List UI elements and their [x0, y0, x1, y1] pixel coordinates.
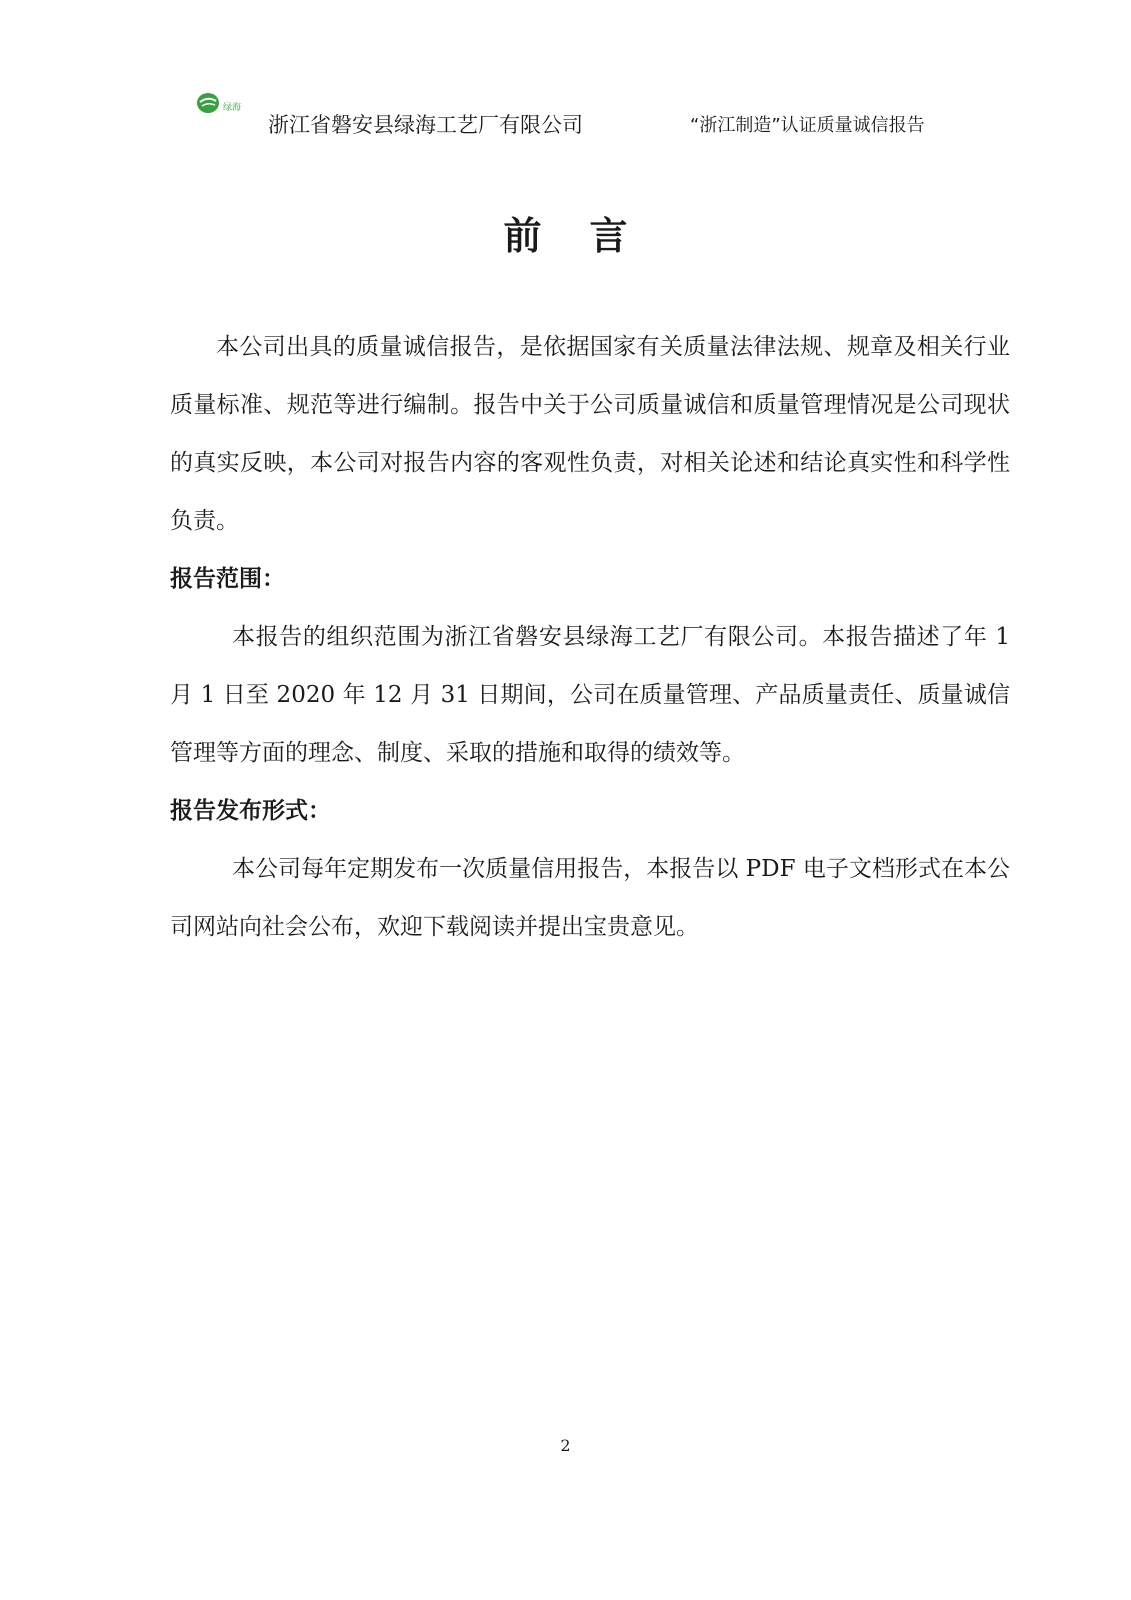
report-type: “浙江制造”认证质量诚信报告	[690, 115, 925, 136]
page-number: 2	[560, 1436, 571, 1455]
svg-text:绿海: 绿海	[223, 103, 242, 113]
company-logo	[196, 90, 256, 116]
scope-paragraph: 本报告的组织范围为浙江省磐安县绿海工艺厂有限公司。本报告描述了年 1 月 1 日至 2020 年 12 月 31 日期间，公司在质量管理、产品质量责任、质量诚信管理等方面的理念、制度、采取的措施和取得的绩效等。	[170, 624, 1010, 766]
page-header	[0, 0, 1131, 150]
format-paragraph: 本公司每年定期发布一次质量信用报告，本报告以 PDF 电子文档形式在本公司网站向社会公布，欢迎下载阅读并提出宝贵意见。	[170, 856, 1010, 940]
page-title: 前言	[503, 213, 676, 258]
format-heading: 报告发布形式：	[170, 798, 331, 824]
document-body	[170, 318, 1010, 956]
intro-paragraph: 本公司出具的质量诚信报告，是依据国家有关质量法律法规、规章及相关行业质量标准、规范等进行编制。报告中关于公司质量诚信和质量管理情况是公司现状的真实反映，本公司对报告内容的客观性负责，对相关论述和结论真实性和科学性负责。	[170, 334, 1010, 534]
scope-heading: 报告范围：	[170, 566, 285, 592]
company-name: 浙江省磐安县绿海工艺厂有限公司	[268, 113, 583, 137]
